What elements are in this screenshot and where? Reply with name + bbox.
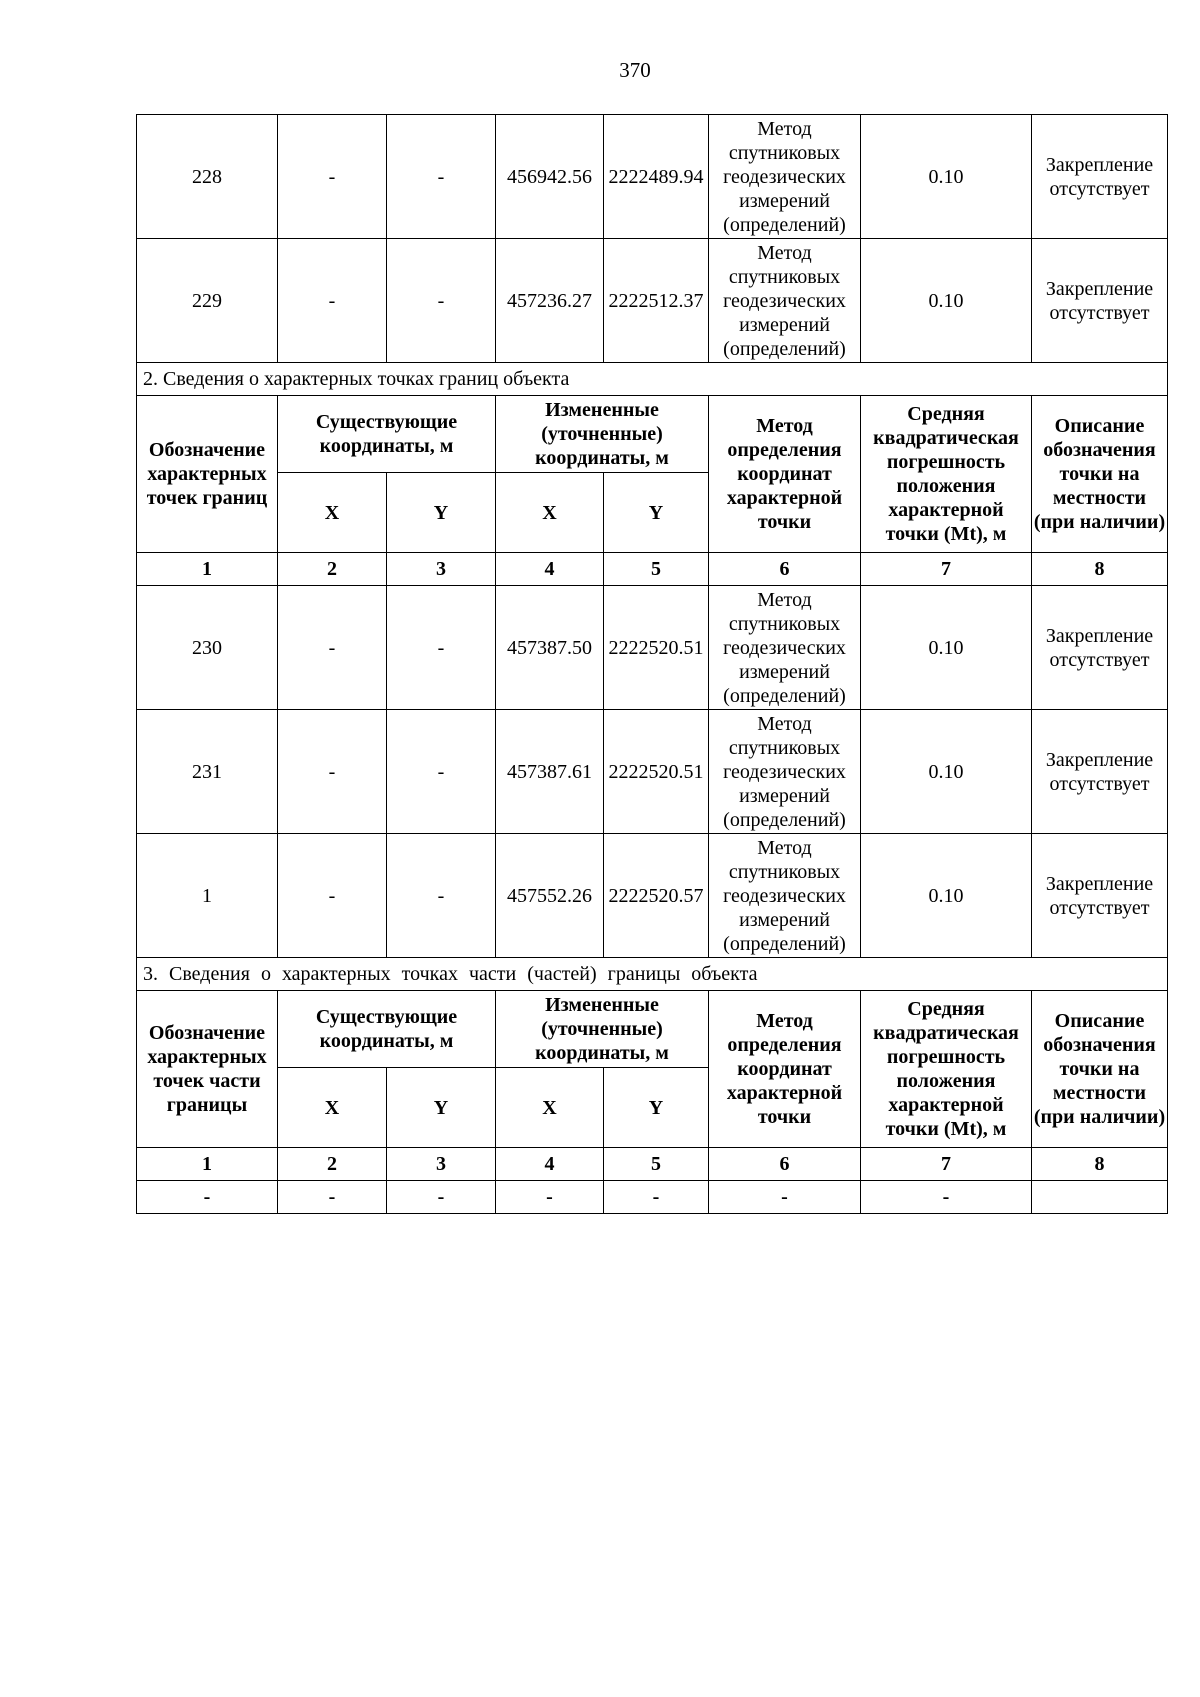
error: 0.10 xyxy=(861,710,1032,834)
column-number: 4 xyxy=(496,1148,604,1181)
empty-cell: - xyxy=(137,1181,278,1214)
existing-y: - xyxy=(387,586,496,710)
header-method: Метод определения координат характерной точки xyxy=(709,396,861,553)
section-3-title: 3. Сведения о характерных точках части (частей) границы объекта xyxy=(137,958,1168,991)
header-changed-coords: Измененные (уточненные) координаты, м xyxy=(496,991,709,1068)
new-x: 456942.56 xyxy=(496,115,604,239)
point-id: 1 xyxy=(137,834,278,958)
empty-cell: - xyxy=(278,1181,387,1214)
existing-y: - xyxy=(387,239,496,363)
description: Закрепление отсутствует xyxy=(1032,834,1168,958)
column-number: 1 xyxy=(137,553,278,586)
column-number: 1 xyxy=(137,1148,278,1181)
header-existing-coords: Существующие координаты, м xyxy=(278,396,496,473)
existing-x: - xyxy=(278,834,387,958)
method: Метод спутниковых геодезических измерений (определений) xyxy=(709,115,861,239)
point-id: 231 xyxy=(137,710,278,834)
new-y: 2222520.51 xyxy=(604,586,709,710)
error: 0.10 xyxy=(861,115,1032,239)
empty-cell: - xyxy=(709,1181,861,1214)
error: 0.10 xyxy=(861,834,1032,958)
empty-cell: - xyxy=(496,1181,604,1214)
column-number: 3 xyxy=(387,1148,496,1181)
header-row xyxy=(137,991,1168,1068)
table-row xyxy=(137,586,1168,710)
column-number: 7 xyxy=(861,553,1032,586)
header-point-designation: Обозначение характерных точек части границы xyxy=(137,991,278,1148)
new-x: 457387.61 xyxy=(496,710,604,834)
table-row xyxy=(137,1181,1168,1214)
coordinates-table xyxy=(136,114,1168,1214)
column-number: 2 xyxy=(278,1148,387,1181)
table-row xyxy=(137,834,1168,958)
method: Метод спутниковых геодезических измерений (определений) xyxy=(709,586,861,710)
existing-y: - xyxy=(387,115,496,239)
column-number: 7 xyxy=(861,1148,1032,1181)
header-changed-y: Y xyxy=(604,473,709,553)
point-id: 229 xyxy=(137,239,278,363)
section-title-row xyxy=(137,363,1168,396)
header-existing-x: X xyxy=(278,473,387,553)
existing-y: - xyxy=(387,834,496,958)
point-id: 228 xyxy=(137,115,278,239)
column-number: 6 xyxy=(709,1148,861,1181)
new-x: 457387.50 xyxy=(496,586,604,710)
header-existing-coords: Существующие координаты, м xyxy=(278,991,496,1068)
header-changed-coords: Измененные (уточненные) координаты, м xyxy=(496,396,709,473)
column-number: 2 xyxy=(278,553,387,586)
empty-cell: - xyxy=(387,1181,496,1214)
new-y: 2222520.57 xyxy=(604,834,709,958)
existing-x: - xyxy=(278,115,387,239)
point-id: 230 xyxy=(137,586,278,710)
table-row xyxy=(137,239,1168,363)
method: Метод спутниковых геодезических измерений (определений) xyxy=(709,710,861,834)
header-method: Метод определения координат характерной точки xyxy=(709,991,861,1148)
description: Закрепление отсутствует xyxy=(1032,115,1168,239)
empty-cell xyxy=(1032,1181,1168,1214)
header-existing-x: X xyxy=(278,1068,387,1148)
header-changed-x: X xyxy=(496,1068,604,1148)
existing-x: - xyxy=(278,586,387,710)
column-number: 8 xyxy=(1032,553,1168,586)
empty-cell: - xyxy=(861,1181,1032,1214)
page-number: 370 xyxy=(619,58,651,82)
header-description: Описание обозначения точки на местности (при наличии) xyxy=(1032,396,1168,553)
new-x: 457236.27 xyxy=(496,239,604,363)
column-number: 4 xyxy=(496,553,604,586)
section-2-title: 2. Сведения о характерных точках границ объекта xyxy=(137,363,1168,396)
description: Закрепление отсутствует xyxy=(1032,710,1168,834)
existing-y: - xyxy=(387,710,496,834)
header-changed-y: Y xyxy=(604,1068,709,1148)
column-number: 5 xyxy=(604,1148,709,1181)
header-description: Описание обозначения точки на местности (при наличии) xyxy=(1032,991,1168,1148)
header-row xyxy=(137,396,1168,473)
empty-cell: - xyxy=(604,1181,709,1214)
column-numbers-row xyxy=(137,1148,1168,1181)
header-existing-y: Y xyxy=(387,1068,496,1148)
error: 0.10 xyxy=(861,239,1032,363)
column-number: 8 xyxy=(1032,1148,1168,1181)
description: Закрепление отсутствует xyxy=(1032,586,1168,710)
header-changed-x: X xyxy=(496,473,604,553)
column-number: 6 xyxy=(709,553,861,586)
method: Метод спутниковых геодезических измерений (определений) xyxy=(709,239,861,363)
new-y: 2222489.94 xyxy=(604,115,709,239)
new-y: 2222520.51 xyxy=(604,710,709,834)
existing-x: - xyxy=(278,239,387,363)
method: Метод спутниковых геодезических измерений (определений) xyxy=(709,834,861,958)
column-number: 5 xyxy=(604,553,709,586)
header-existing-y: Y xyxy=(387,473,496,553)
header-point-designation: Обозначение характерных точек границ xyxy=(137,396,278,553)
section-title-row xyxy=(137,958,1168,991)
existing-x: - xyxy=(278,710,387,834)
description: Закрепление отсутствует xyxy=(1032,239,1168,363)
table-row xyxy=(137,710,1168,834)
header-error: Средняя квадратическая погрешность положения характерной точки (Mt), м xyxy=(861,991,1032,1148)
table-row xyxy=(137,115,1168,239)
error: 0.10 xyxy=(861,586,1032,710)
new-x: 457552.26 xyxy=(496,834,604,958)
column-number: 3 xyxy=(387,553,496,586)
column-numbers-row xyxy=(137,553,1168,586)
new-y: 2222512.37 xyxy=(604,239,709,363)
header-error: Средняя квадратическая погрешность положения характерной точки (Mt), м xyxy=(861,396,1032,553)
